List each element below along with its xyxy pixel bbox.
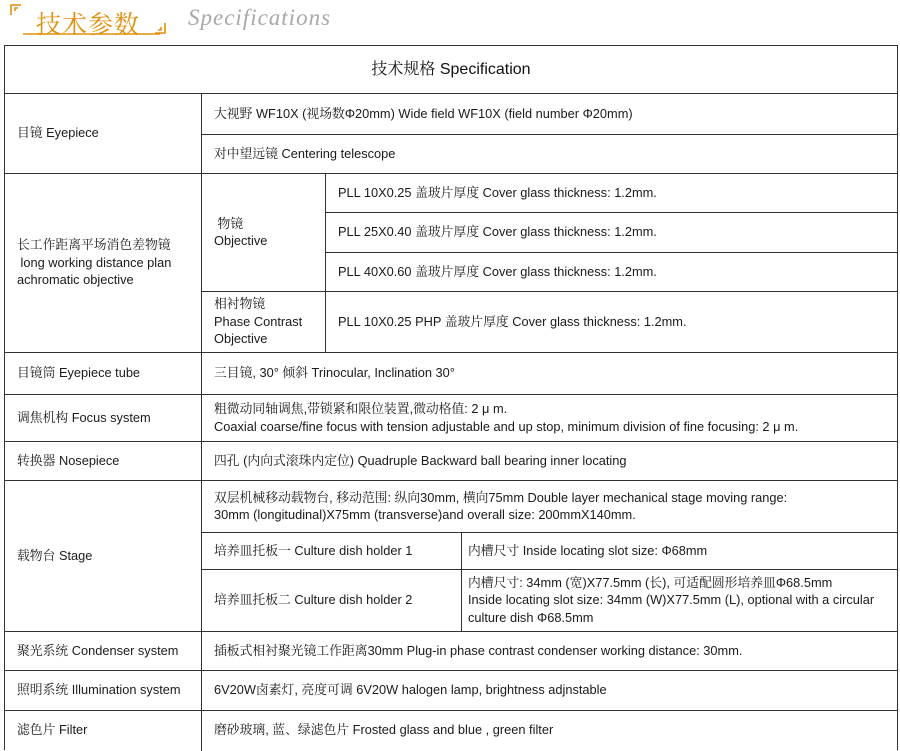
eyepiece-value-2: 对中望远镜 Centering telescope	[214, 145, 396, 161]
illumination-value: 6V20W卤素灯, 亮度可调 6V20W halogen lamp, brightness adjnstable	[214, 682, 607, 698]
phase-contrast-value: PLL 10X0.25 PHP 盖玻片厚度 Cover glass thickness: 1.2mm.	[338, 313, 687, 329]
condenser-value: 插板式相衬聚光镜工作距离30mm Plug-in phase contrast condenser working distance: 30mm.	[214, 642, 743, 658]
section-badge	[10, 2, 166, 39]
objective-row-25x: PLL 25X0.40 盖玻片厚度 Cover glass thickness: 1.2mm.	[338, 224, 657, 240]
filter-value: 磨砂玻璃, 蓝、绿滤色片 Frosted glass and blue , green filter	[214, 721, 554, 737]
spec-table	[4, 45, 898, 750]
condenser-label: 聚光系统 Condenser system	[17, 642, 179, 658]
objective-row-40x: PLL 40X0.60 盖玻片厚度 Cover glass thickness: 1.2mm.	[338, 263, 657, 279]
stage-label: 载物台 Stage	[17, 547, 93, 563]
section-subtitle: Specifications	[188, 5, 332, 30]
tube-value: 三目镜, 30° 倾斜 Trinocular, Inclination 30°	[214, 365, 455, 381]
holder2-label: 培养皿托板二 Culture dish holder 2	[214, 592, 413, 608]
focus-value: 粗微动同轴调焦,带锁紧和限位装置,微动格值: 2 μ m. Coaxial coarse/fine focus with tension adjustable and up stop, minimum division of fine focusing: 2 μ m.	[214, 401, 799, 434]
holder1-value: 内槽尺寸 Inside locating slot size: Φ68mm	[468, 542, 708, 558]
nosepiece-label: 转换器 Nosepiece	[17, 452, 120, 468]
holder2-value: 内槽尺寸: 34mm (宽)X77.5mm (长), 可适配圆形培养皿Φ68.5mm Inside locating slot size: 34mm (W)X77.5mm (L), optional with a circular culture dish Φ68.5mm	[468, 574, 875, 625]
holder1-label: 培养皿托板一 Culture dish holder 1	[214, 542, 413, 558]
focus-label: 调焦机构 Focus system	[17, 409, 151, 425]
illumination-label: 照明系统 Illumination system	[17, 682, 181, 698]
phase-contrast-label: 相衬物镜 Phase Contrast Objective	[214, 296, 303, 347]
section-header	[0, 0, 900, 40]
objective-label: 长工作距离平场消色差物镜 long working distance plan achromatic objective	[17, 237, 172, 288]
eyepiece-label: 目镜 Eyepiece	[17, 125, 99, 141]
stage-value: 双层机械移动载物台, 移动范围: 纵向30mm, 横向75mm Double layer mechanical stage moving range: 30mm (longitudinal)X75mm (transverse)and overall size: 200mmX140mm.	[214, 489, 788, 522]
filter-label: 滤色片 Filter	[17, 721, 88, 737]
tube-label: 目镜筒 Eyepiece tube	[17, 365, 141, 381]
objective-row-10x: PLL 10X0.25 盖玻片厚度 Cover glass thickness: 1.2mm.	[338, 184, 657, 200]
table-title: 技术规格 Specification	[5, 46, 897, 94]
nosepiece-value: 四孔 (内向式滚珠内定位) Quadruple Backward ball bearing inner locating	[214, 452, 627, 468]
eyepiece-value-1: 大视野 WF10X (视场数Φ20mm) Wide field WF10X (field number Φ20mm)	[214, 105, 633, 121]
objective-sub-label: 物镜 Objective	[214, 215, 268, 248]
badge-title: 技术参数	[36, 10, 141, 39]
